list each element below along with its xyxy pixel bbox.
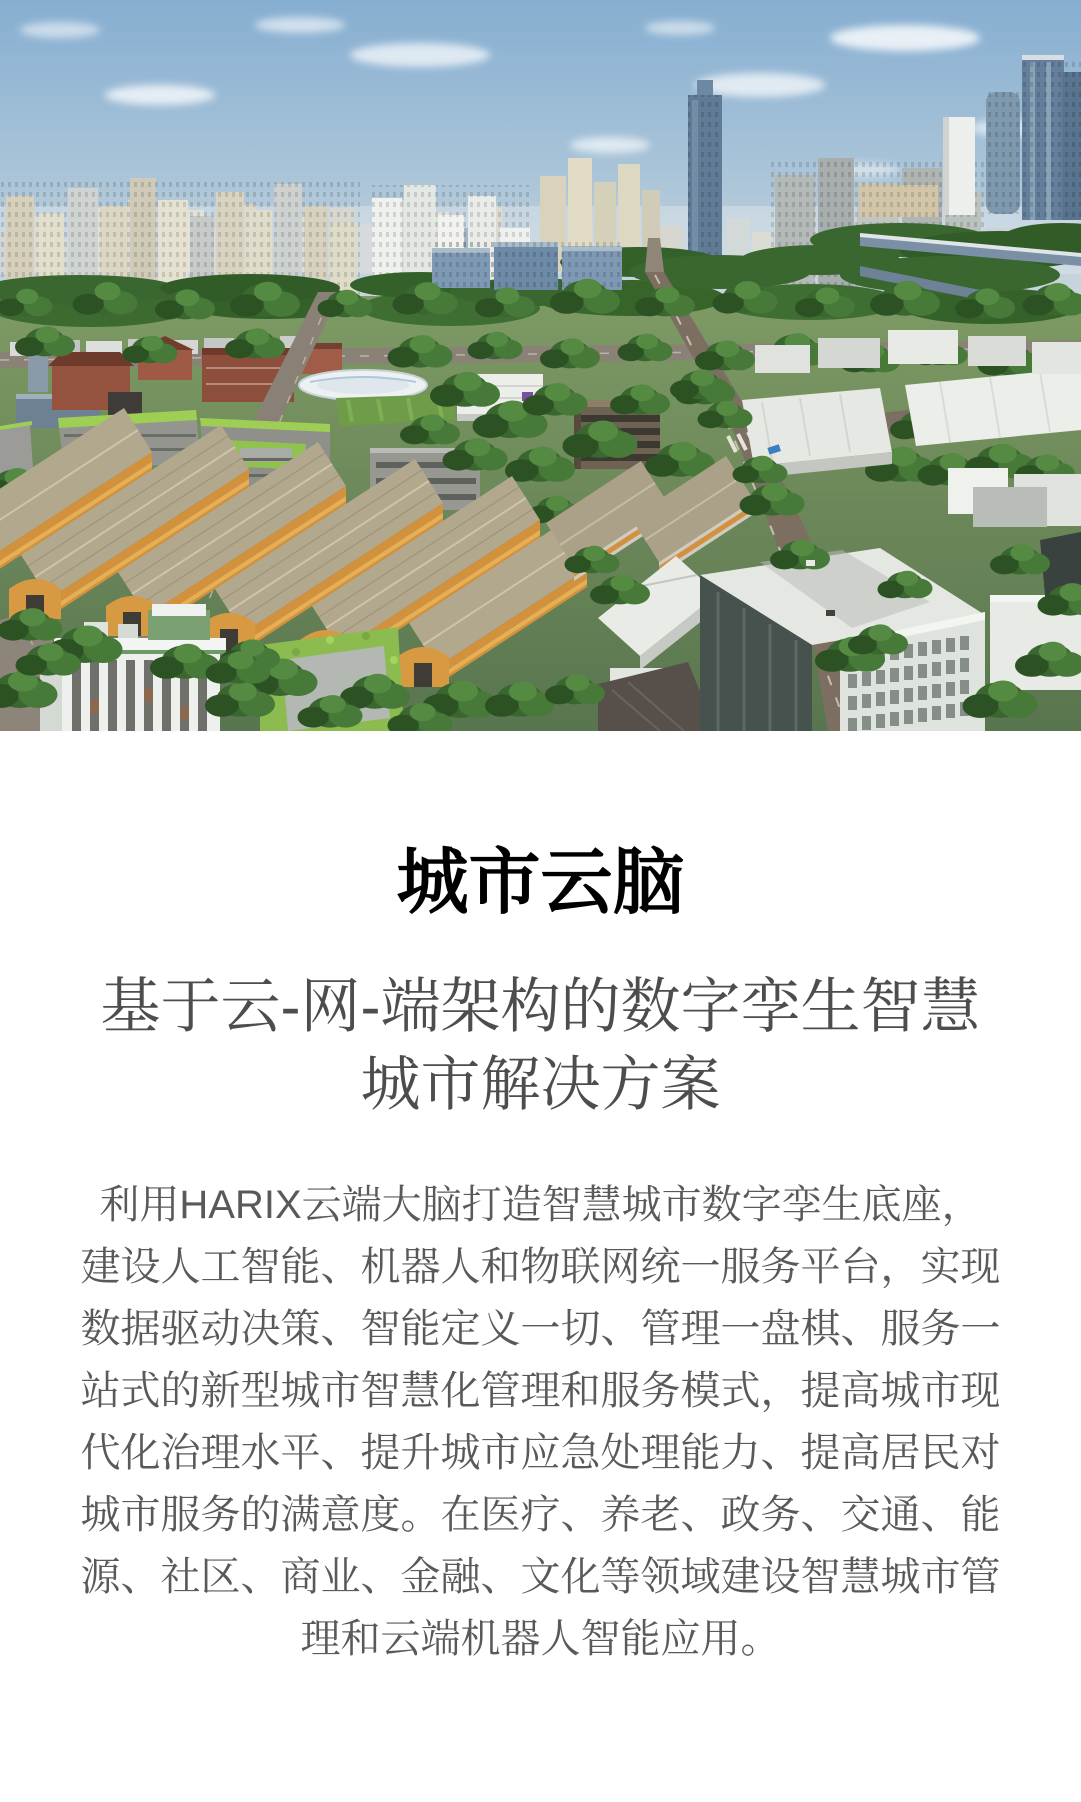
- body-line: 建设人工智能、机器人和物联网统一服务平台，实现: [80, 1244, 1001, 1289]
- body-paragraph: [68, 1174, 1013, 1670]
- body-line: 理和云端机器人智能应用。: [300, 1616, 781, 1661]
- body-line: 城市服务的满意度。在医疗、养老、政务、交通、能: [80, 1492, 1001, 1537]
- city-aerial-illustration: [0, 0, 1081, 731]
- body-line: 代化治理水平、提升城市应急处理能力、提高居民对: [80, 1430, 1001, 1475]
- body-line: 源、社区、商业、金融、文化等领域建设智慧城市管: [80, 1554, 1001, 1599]
- hero-image: [0, 0, 1081, 731]
- body-line: 利用HARIX云端大脑打造智慧城市数字孪生底座，: [99, 1182, 982, 1227]
- body-line: 站式的新型城市智慧化管理和服务模式，提高城市现: [80, 1368, 1001, 1413]
- page-title: 城市云脑: [396, 843, 685, 923]
- body-line: 数据驱动决策、智能定义一切、管理一盘棋、服务一: [80, 1306, 1001, 1351]
- subtitle-line-1: 基于云-网-端架构的数字孪生智慧: [100, 972, 981, 1040]
- subtitle-line-2: 城市解决方案: [360, 1050, 721, 1118]
- page-subtitle: [51, 968, 1031, 1124]
